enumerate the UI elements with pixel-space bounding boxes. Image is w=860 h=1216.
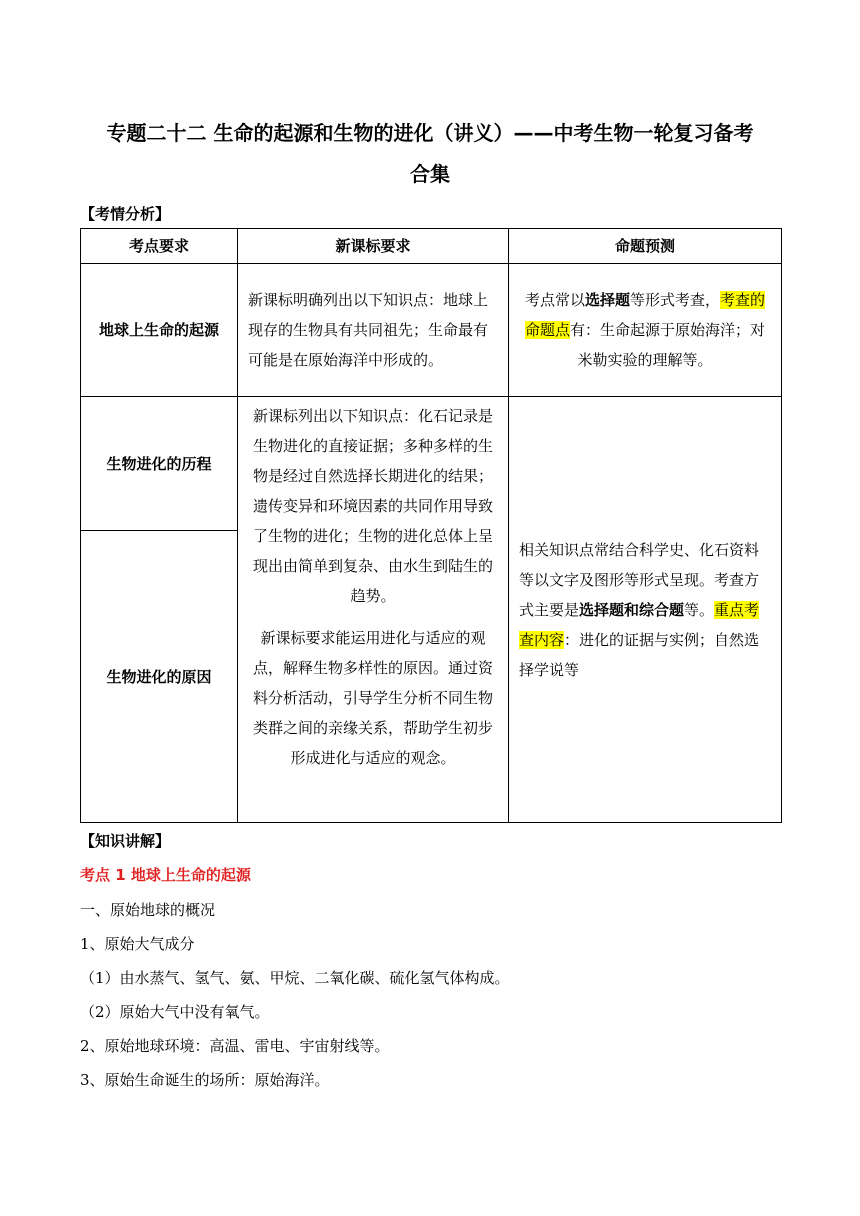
table-row <box>81 264 782 397</box>
text-line-6: 3、原始生命诞生的场所：原始海洋。 <box>80 1071 330 1089</box>
text-line-1: 一、原始地球的概况 <box>80 901 216 919</box>
table-header-row <box>81 229 782 264</box>
row2-pred-text-c: 等。 <box>684 600 715 619</box>
analysis-table <box>80 228 782 823</box>
row2-pred-bold: 选择题和综合题 <box>579 600 685 619</box>
row1-pred-text-a: 考点常以 <box>524 291 585 309</box>
section-heading-knowledge: 【知识讲解】 <box>80 832 171 850</box>
row1-prediction <box>509 264 782 397</box>
row2-pred-highlight: 重点考查内容 <box>519 600 760 649</box>
row2-standard <box>238 397 509 823</box>
row1-standard: 新课标明确列出以下知识点：地球上现存的生物具有共同祖先；生命最有可能是在原始海洋中形成的。 <box>238 264 509 397</box>
row2-pred-text-a: 相关知识点常结合科学史、化石资料等以文字及图形等形式呈现。考查方式主要是 <box>519 540 760 619</box>
row2-standard-para1: 新课标列出以下知识点：化石记录是生物进化的直接证据；多种多样的生物是经过自然选择长期进化的结果；遗传变异和环境因素的共同作用导致了生物的进化；生物的进化总体上呈现出由简单到复杂、由水生到陆生的趋势。 <box>252 407 493 605</box>
text-line-4: （2）原始大气中没有氧气。 <box>80 1003 270 1021</box>
row2-pred-text-e: ：进化的证据与实例；自然选择学说等 <box>519 630 760 679</box>
point1-title: 考点 1 地球上生命的起源 <box>80 866 251 884</box>
text-line-2: 1、原始大气成分 <box>80 935 195 953</box>
row2-topic: 生物进化的历程 <box>81 397 238 531</box>
row2-standard-para2: 新课标要求能运用进化与适应的观点，解释生物多样性的原因。通过资料分析活动，引导学生分析不同生物类群之间的亲缘关系，帮助学生初步形成进化与适应的观念。 <box>252 629 493 767</box>
header-prediction: 命题预测 <box>509 229 782 264</box>
text-line-3: （1）由水蒸气、氢气、氨、甲烷、二氧化碳、硫化氢气体构成。 <box>80 969 510 987</box>
row1-pred-text-e: 有：生命起源于原始海洋；对米勒实验的理解等。 <box>570 321 766 369</box>
row3-topic: 生物进化的原因 <box>81 531 238 823</box>
text-line-5: 2、原始地球环境：高温、雷电、宇宙射线等。 <box>80 1037 390 1055</box>
section-heading-analysis: 【考情分析】 <box>80 205 171 223</box>
header-topic: 考点要求 <box>81 229 238 264</box>
row2-prediction <box>509 397 782 823</box>
table-row <box>81 397 782 531</box>
row1-pred-highlight: 考查的命题点 <box>524 291 766 339</box>
row1-pred-text-c: 等形式考查， <box>630 291 721 309</box>
header-standard: 新课标要求 <box>238 229 509 264</box>
row1-pred-bold: 选择题 <box>584 291 630 309</box>
document-title-line2: 合集 <box>410 162 450 186</box>
row1-topic: 地球上生命的起源 <box>81 264 238 397</box>
document-title-line1: 专题二十二 生命的起源和生物的进化（讲义）——中考生物一轮复习备考 <box>106 121 754 145</box>
